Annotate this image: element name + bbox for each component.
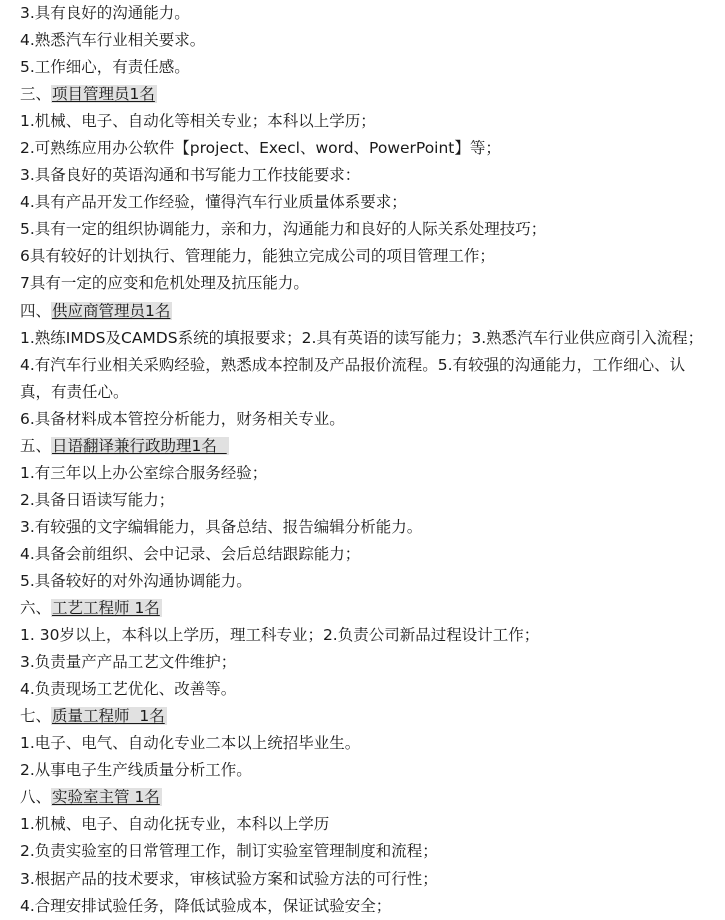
requirement-line: 1.机械、电子、自动化抚专业，本科以上学历 — [20, 815, 330, 834]
requirement-line: 4.具备会前组织、会中记录、会后总结跟踪能力； — [20, 544, 361, 563]
requirement-line: 1.机械、电子、自动化等相关专业；本科以上学历； — [20, 112, 376, 131]
requirement-line: 3.根据产品的技术要求，审核试验方案和试验方法的可行性； — [20, 869, 438, 888]
requirement-line: 5.具有一定的组织协调能力，亲和力，沟通能力和良好的人际关系处理技巧； — [20, 220, 547, 239]
section-heading-process-engineer — [20, 595, 705, 622]
section-number: 六、 — [20, 599, 52, 618]
requirement-line: 2.可熟练应用办公软件【project、Execl、word、PowerPoint】等； — [20, 139, 501, 158]
requirement-line: 1.有三年以上办公室综合服务经验； — [20, 463, 268, 482]
position-title: 工艺工程师 1名 — [52, 599, 160, 618]
requirement-paragraph: 1.熟练IMDS及CAMDS系统的填报要求；2.具有英语的读写能力；3.熟悉汽车行业供应商引入流程；4.有汽车行业相关采购经验，熟悉成本控制及产品报价流程。5.有较强的沟通能力，工作细心、认真，有责任心。 — [20, 328, 704, 401]
section-heading-lab-supervisor — [20, 784, 705, 811]
section-heading-supplier-manager — [20, 298, 705, 325]
section-heading-project-manager — [20, 81, 705, 108]
position-title: 实验室主管 1名 — [52, 788, 160, 807]
position-title: 质量工程师 1名 — [52, 707, 165, 726]
section-number: 八、 — [20, 788, 52, 807]
requirement-line: 4.熟悉汽车行业相关要求。 — [20, 31, 206, 50]
requirement-line: 3.负责量产产品工艺文件维护； — [20, 653, 237, 672]
requirement-line: 3.有较强的文字编辑能力，具备总结、报告编辑分析能力。 — [20, 517, 423, 536]
requirement-line: 4.合理安排试验任务，降低试验成本，保证试验安全； — [20, 896, 392, 915]
position-title: 日语翻译兼行政助理1名 — [52, 436, 227, 455]
requirement-line: 3.具有良好的沟通能力。 — [20, 4, 190, 22]
requirement-line: 4.负责现场工艺优化、改善等。 — [20, 680, 237, 699]
requirement-line: 1.电子、电气、自动化专业二本以上统招毕业生。 — [20, 734, 361, 753]
position-title: 供应商管理员1名 — [52, 301, 171, 320]
requirement-line: 2.从事电子生产线质量分析工作。 — [20, 761, 252, 780]
requirement-line: 2.具备日语读写能力； — [20, 490, 175, 509]
position-title: 项目管理员1名 — [52, 85, 155, 104]
section-heading-japanese-translator — [20, 433, 705, 460]
requirement-line: 1. 30岁以上，本科以上学历，理工科专业；2.负责公司新品过程设计工作； — [20, 626, 540, 645]
requirement-line: 4.具有产品开发工作经验，懂得汽车行业质量体系要求； — [20, 193, 407, 212]
requirement-line: 5.具备较好的对外沟通协调能力。 — [20, 571, 252, 590]
requirement-line: 5.工作细心，有责任感。 — [20, 58, 190, 77]
requirement-line: 7具有一定的应变和危机处理及抗压能力。 — [20, 274, 309, 293]
requirement-line: 2.负责实验室的日常管理工作，制订实验室管理制度和流程； — [20, 842, 438, 861]
section-number: 四、 — [20, 301, 52, 320]
requirement-line: 6具有较好的计划执行、管理能力，能独立完成公司的项目管理工作； — [20, 247, 495, 266]
requirement-line: 6.具备材料成本管控分析能力，财务相关专业。 — [20, 409, 345, 428]
section-number: 七、 — [20, 707, 52, 726]
requirement-line: 3.具备良好的英语沟通和书写能力工作技能要求： — [20, 166, 361, 185]
section-number: 三、 — [20, 85, 52, 104]
section-number: 五、 — [20, 436, 52, 455]
section-heading-quality-engineer — [20, 703, 705, 730]
